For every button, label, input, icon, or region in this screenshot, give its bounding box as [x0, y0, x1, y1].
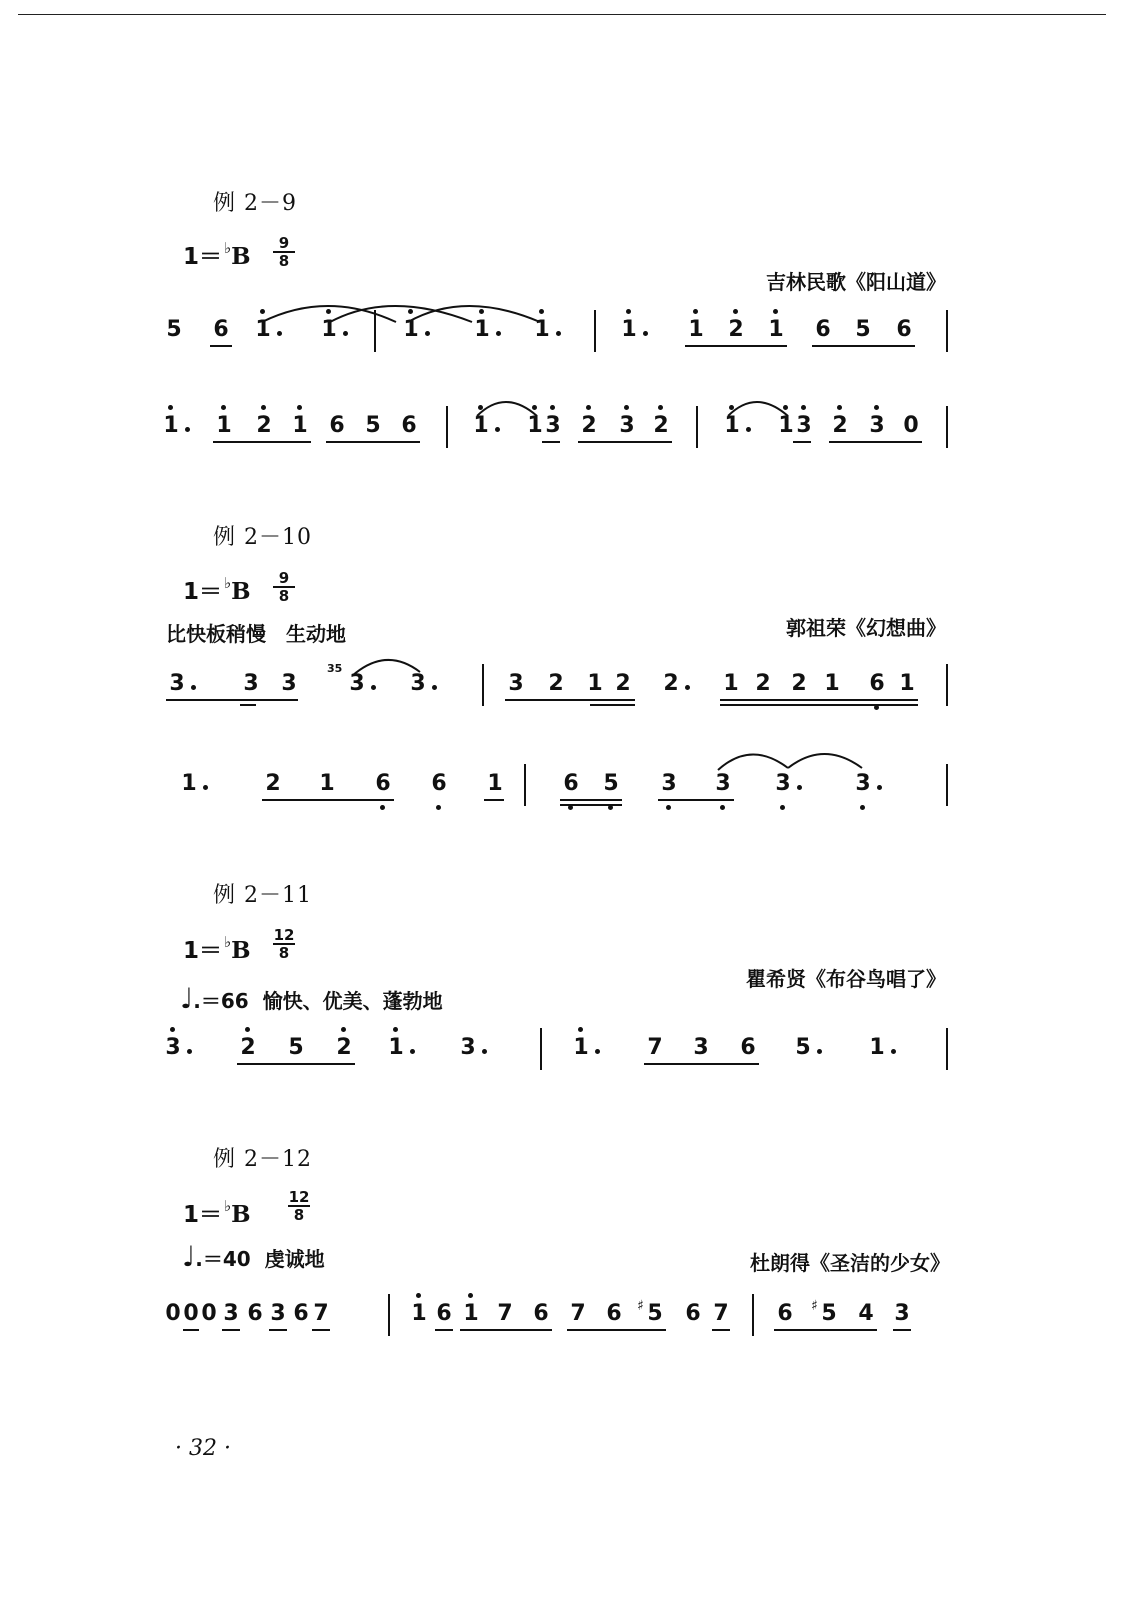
- barline: [946, 764, 948, 806]
- note: 7: [570, 1301, 586, 1326]
- note: 2: [615, 671, 631, 696]
- note: 1: [213, 414, 235, 438]
- meter-denominator: 8: [278, 587, 290, 605]
- underline: [460, 1329, 552, 1331]
- note: 1: [471, 318, 493, 342]
- note: 7: [313, 1301, 329, 1326]
- underline: [712, 1329, 730, 1331]
- note: 1: [470, 414, 492, 438]
- note: 6: [606, 1301, 622, 1326]
- flat-sign: ♭: [224, 1197, 232, 1215]
- note: 3: [894, 1301, 910, 1326]
- flat-sign: ♭: [224, 574, 232, 592]
- note: 3: [346, 672, 368, 696]
- note: 1: [400, 318, 422, 342]
- flat-sign: ♭: [224, 239, 232, 257]
- note: 5: [855, 317, 871, 342]
- note: 3: [852, 772, 874, 796]
- note: 3: [793, 414, 815, 438]
- note: 7: [497, 1301, 513, 1326]
- note: 1: [685, 318, 707, 342]
- key-letter: B: [231, 578, 251, 605]
- underline: [237, 1063, 355, 1065]
- note: 6: [213, 317, 229, 342]
- barline: [752, 1294, 754, 1336]
- note: 3: [508, 671, 524, 696]
- underline: [222, 1329, 240, 1331]
- meter-numerator: 9: [273, 236, 295, 253]
- note: 6: [247, 1301, 263, 1326]
- page-number: · 32 ·: [175, 1436, 231, 1461]
- note: 2: [791, 671, 807, 696]
- underline-double: [720, 704, 918, 706]
- tempo-text: 愉快、优美、蓬勃地: [262, 989, 443, 1013]
- meter-numerator: 9: [273, 571, 295, 588]
- time-signature: [288, 1190, 310, 1222]
- note: 1: [765, 318, 787, 342]
- notation-line: [0, 1298, 1124, 1362]
- note: 1: [160, 414, 182, 438]
- note: 3: [270, 1301, 286, 1326]
- key-letter: B: [231, 937, 251, 964]
- underline: [213, 441, 311, 443]
- note: 2: [660, 672, 682, 696]
- notation-line: [0, 414, 1124, 474]
- underline: [560, 799, 622, 801]
- note: 1: [252, 318, 274, 342]
- note: 6: [329, 413, 345, 438]
- barline: [946, 1028, 948, 1070]
- note: 1: [318, 318, 340, 342]
- note: 3: [166, 672, 188, 696]
- note: 1: [723, 671, 739, 696]
- note: 3: [223, 1301, 239, 1326]
- notation-line: [0, 662, 1124, 732]
- key-prefix: 1＝: [183, 938, 223, 964]
- note: 6: [685, 1301, 701, 1326]
- note: 3: [281, 671, 297, 696]
- note: 3: [866, 414, 888, 438]
- note: 1: [385, 1036, 407, 1060]
- underline: [484, 799, 504, 801]
- underline: [793, 441, 811, 443]
- key-prefix: 1＝: [183, 579, 223, 605]
- underline: [326, 441, 420, 443]
- note: 3: [243, 671, 259, 696]
- underline: [893, 1329, 911, 1331]
- note: 1: [408, 1302, 430, 1326]
- underline: [542, 441, 560, 443]
- underline: [567, 1329, 666, 1331]
- dotted-quarter-note-icon: ♩: [180, 982, 194, 1015]
- key-signature: [183, 1196, 251, 1229]
- tempo-marking: 比快板稍慢 生动地: [166, 622, 346, 646]
- note: 6: [428, 772, 450, 796]
- barline: [374, 310, 376, 352]
- underline-double: [240, 704, 256, 706]
- underline: [829, 441, 922, 443]
- underline: [505, 699, 635, 701]
- note: 3: [693, 1035, 709, 1060]
- example-label: 例 2－10: [213, 525, 312, 550]
- note: 2: [548, 671, 564, 696]
- example-label: 例 2－9: [213, 191, 297, 216]
- note: 6: [372, 772, 394, 796]
- key-signature: [183, 238, 251, 271]
- note: 2: [578, 414, 600, 438]
- note: 5 ♯: [637, 1298, 663, 1326]
- note: 7: [713, 1301, 729, 1326]
- time-signature: [273, 571, 295, 603]
- note: 3: [658, 772, 680, 796]
- note: 7: [647, 1035, 663, 1060]
- note: 5: [792, 1036, 814, 1060]
- key-letter: B: [231, 1201, 251, 1228]
- note: 6: [866, 672, 888, 696]
- underline: [578, 441, 672, 443]
- time-signature: [273, 928, 295, 960]
- page-top-rule: [18, 14, 1106, 15]
- tempo-marking: [182, 1240, 325, 1273]
- note: 6: [815, 317, 831, 342]
- note: 6: [293, 1301, 309, 1326]
- note: 1: [824, 671, 840, 696]
- note: 2: [333, 1036, 355, 1060]
- note: 3: [712, 772, 734, 796]
- key-prefix: 1＝: [183, 1202, 223, 1228]
- barline: [946, 406, 948, 448]
- note: 6: [401, 413, 417, 438]
- note: 6: [896, 317, 912, 342]
- underline-double: [560, 804, 622, 806]
- meter-denominator: 8: [278, 944, 290, 962]
- barline: [482, 664, 484, 706]
- note: 1: [319, 771, 335, 796]
- example-label: 例 2－12: [213, 1147, 312, 1172]
- example-label: 例 2－11: [213, 883, 312, 908]
- note: 4: [858, 1301, 874, 1326]
- note: 6: [436, 1301, 452, 1326]
- underline: [183, 1329, 199, 1331]
- note: 3: [162, 1036, 184, 1060]
- note: 1: [460, 1302, 482, 1326]
- tempo-text: 虔诚地: [264, 1247, 325, 1271]
- note: 5: [288, 1035, 304, 1060]
- note: 1: [618, 318, 640, 342]
- meter-numerator: 12: [288, 1188, 310, 1206]
- underline: [312, 1329, 330, 1331]
- note: 2: [725, 318, 747, 342]
- grace-notes: 35: [327, 662, 343, 675]
- tempo-value: .＝66: [193, 989, 249, 1013]
- note: 1: [899, 671, 915, 696]
- barline: [446, 406, 448, 448]
- underline: [658, 799, 734, 801]
- barline: [946, 664, 948, 706]
- composer-credit: 郭祖荣《幻想曲》: [786, 616, 946, 640]
- notation-line: [0, 318, 1124, 378]
- note: 5: [600, 772, 622, 796]
- underline: [166, 699, 298, 701]
- underline: [435, 1329, 453, 1331]
- note: 1: [570, 1036, 592, 1060]
- composer-credit: 吉林民歌《阳山道》: [766, 270, 946, 294]
- flat-sign: ♭: [224, 933, 232, 951]
- underline: [720, 699, 918, 701]
- note: 1: [587, 671, 603, 696]
- note: 1: [775, 414, 797, 438]
- barline: [594, 310, 596, 352]
- barline: [946, 310, 948, 352]
- underline: [644, 1063, 759, 1065]
- note: 3: [616, 414, 638, 438]
- meter-denominator: 8: [293, 1206, 305, 1224]
- note: 5 ♯: [811, 1298, 837, 1326]
- note: 2: [265, 771, 281, 796]
- note: 2: [650, 414, 672, 438]
- note: 5: [365, 413, 381, 438]
- tie-arcs: [716, 744, 866, 774]
- underline: [269, 1329, 287, 1331]
- note: 2: [237, 1036, 259, 1060]
- note: 5: [166, 317, 182, 342]
- key-letter: B: [231, 243, 251, 270]
- note: 3: [407, 672, 429, 696]
- barline: [696, 406, 698, 448]
- underline: [685, 345, 787, 347]
- meter-numerator: 12: [273, 926, 295, 944]
- dotted-quarter-note-icon: ♩: [182, 1240, 196, 1273]
- note: 3: [542, 414, 564, 438]
- note: 1: [524, 414, 546, 438]
- key-signature: [183, 573, 251, 606]
- note: 1: [531, 318, 553, 342]
- time-signature: [273, 236, 295, 268]
- note: 1: [866, 1036, 888, 1060]
- note: 0: [201, 1301, 217, 1326]
- note: 6: [740, 1035, 756, 1060]
- note: 1: [289, 414, 311, 438]
- note: 6: [777, 1301, 793, 1326]
- meter-denominator: 8: [278, 252, 290, 270]
- barline: [524, 764, 526, 806]
- underline: [812, 345, 915, 347]
- underline: [774, 1329, 877, 1331]
- note: 1: [178, 772, 200, 796]
- barline: [540, 1028, 542, 1070]
- notation-line: [0, 1036, 1124, 1096]
- barline: [388, 1294, 390, 1336]
- note: 3: [772, 772, 794, 796]
- notation-line: [0, 772, 1124, 832]
- note: 6: [560, 772, 582, 796]
- composer-credit: 瞿希贤《布谷鸟唱了》: [746, 967, 946, 991]
- key-prefix: 1＝: [183, 244, 223, 270]
- note: 2: [755, 671, 771, 696]
- note: 0: [903, 413, 919, 438]
- tempo-marking: [180, 982, 443, 1015]
- note: 6: [533, 1301, 549, 1326]
- underline: [210, 345, 232, 347]
- underline-double: [590, 704, 635, 706]
- composer-credit: 杜朗得《圣洁的少女》: [750, 1251, 950, 1275]
- note: 2: [253, 414, 275, 438]
- note: 1: [721, 414, 743, 438]
- note: 3: [457, 1036, 479, 1060]
- tempo-value: .＝40: [195, 1247, 251, 1271]
- note: 0: [183, 1301, 199, 1326]
- note: 2: [829, 414, 851, 438]
- underline: [262, 799, 394, 801]
- key-signature: [183, 932, 251, 965]
- note: 1: [487, 771, 503, 796]
- note: 0: [165, 1301, 181, 1326]
